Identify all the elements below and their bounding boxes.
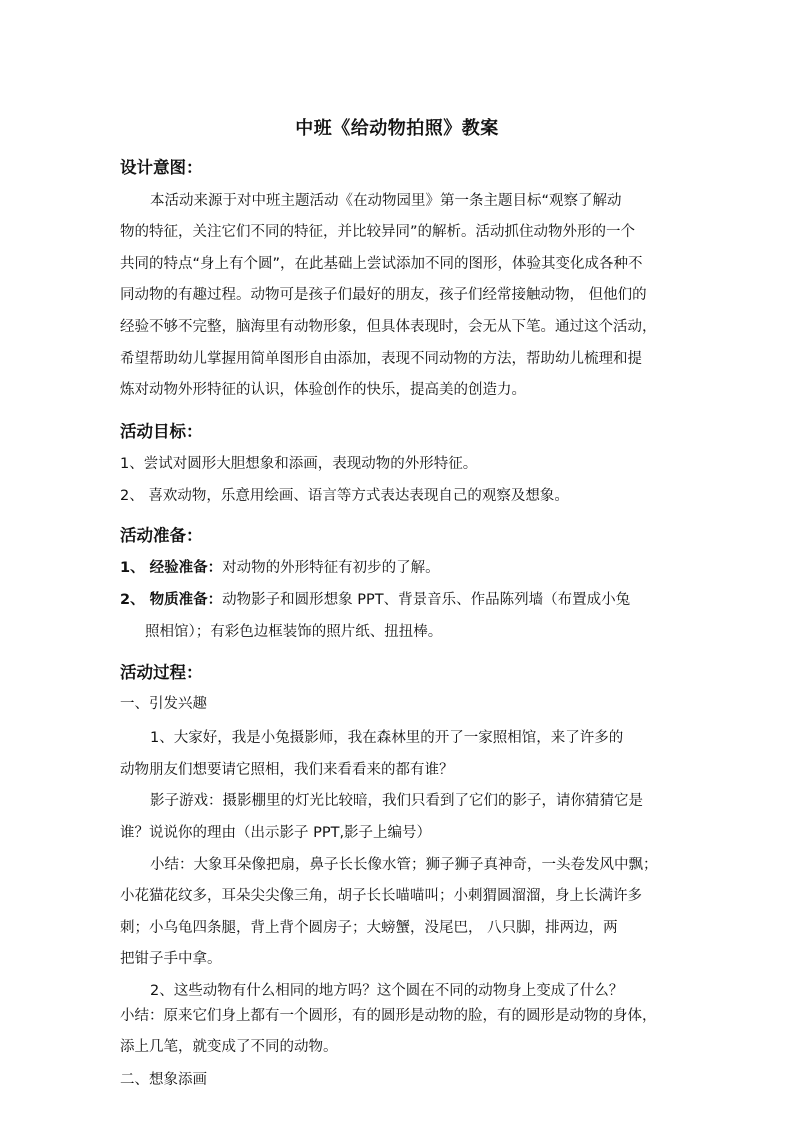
document-title: 中班《给动物拍照》教案 [295,118,499,139]
section-heading-process: 活动过程： [120,663,203,682]
paragraph-line: 希望帮助幼儿掌握用简单图形自由添加，表现不同动物的方法，帮助幼儿梳理和提 [120,351,642,367]
subsection-heading: 一、引发兴趣 [120,696,207,712]
list-item [120,590,630,610]
paragraph-line: 添上几笔，就变成了不同的动物。 [120,1039,338,1055]
paragraph-line: 共同的特点“身上有个圆”，在此基础上尝试添加不同的图形，体验其变化成各种不 [120,256,643,272]
paragraph-line: 同动物的有趣过程。动物可是孩子们最好的朋友，孩子们经常接触动物， 但他们的 [120,287,647,303]
paragraph-line: 物的特征，关注它们不同的特征，并比较异同”的解析。活动抓住动物外形的一个 [120,224,636,240]
list-item: 1、尝试对圆形大胆想象和添画，表现动物的外形特征。 [120,456,478,472]
list-item [120,558,440,578]
paragraph-line: 小花猫花纹多，耳朵尖尖像三角，胡子长长喵喵叫；小刺猬圆溜溜，身上长满许多 [120,888,642,904]
list-item-continuation: 照相馆）；有彩色边框装饰的照片纸、扭扭棒。 [145,624,443,640]
item-text: 对动物的外形特征有初步的了解。 [222,560,440,576]
item-text: 动物影子和圆形想象 PPT、背景音乐、作品陈列墙（布置成小兔 [222,592,631,608]
paragraph-line: 小结：大象耳朵像把扇，鼻子长长像水管；狮子狮子真神奇，一头卷发风中飘； [150,857,658,873]
paragraph-line: 刺；小乌龟四条腿，背上背个圆房子；大螃蟹，没尾巴， 八只脚，排两边，两 [120,920,618,936]
paragraph-line: 2、这些动物有什么相同的地方吗？这个圆在不同的动物身上变成了什么？ [150,983,624,999]
paragraph-line: 1、大家好，我是小兔摄影师，我在森林里的开了一家照相馆，来了许多的 [150,730,624,746]
subsection-heading: 二、想象添画 [120,1072,207,1088]
list-item: 2、 喜欢动物，乐意用绘画、语言等方式表达表现自己的观察及想象。 [120,488,569,504]
paragraph-line: 小结：原来它们身上都有一个圆形，有的圆形是动物的脸，有的圆形是动物的身体， [120,1008,657,1024]
paragraph-line: 动物朋友们想要请它照相，我们来看看来的都有谁？ [120,762,454,778]
section-heading-goals: 活动目标： [120,422,203,441]
section-heading-preparation: 活动准备： [120,526,203,545]
paragraph-line: 炼对动物外形特征的认识，体验创作的快乐，提高美的创造力。 [120,382,526,398]
paragraph-line: 影子游戏：摄影棚里的灯光比较暗，我们只看到了它们的影子，请你猜猜它是 [150,793,643,809]
item-label: 2、 物质准备： [120,592,223,608]
paragraph-line: 经验不够不完整，脑海里有动物形象，但具体表现时，会无从下笔。通过这个活动， [120,319,657,335]
paragraph-line: 谁？说说你的理由（出示影子 PPT,影子上编号） [120,825,432,841]
section-heading-design-intent: 设计意图： [120,158,203,177]
paragraph-line: 本活动来源于对中班主题活动《在动物园里》第一条主题目标“观察了解动 [150,193,622,209]
item-label: 1、 经验准备： [120,560,223,576]
paragraph-line: 把钳子手中拿。 [120,951,222,967]
